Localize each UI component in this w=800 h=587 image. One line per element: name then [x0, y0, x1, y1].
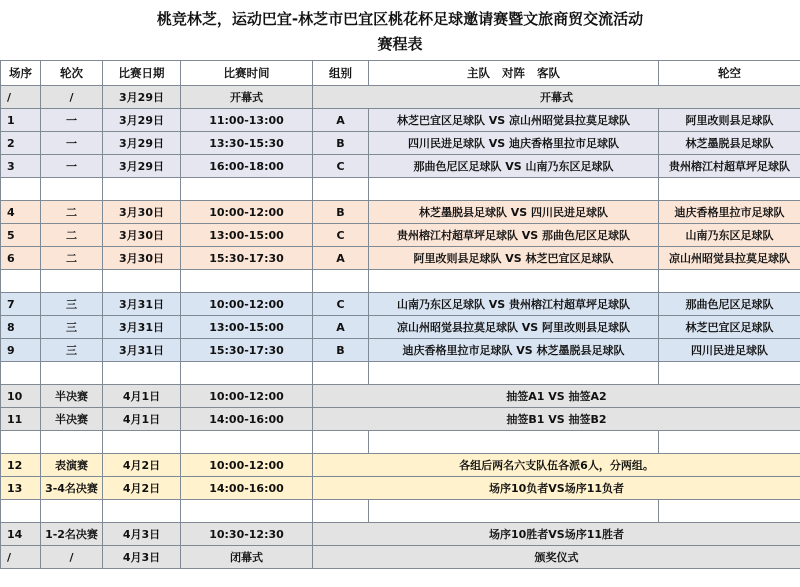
cell-match: 颁奖仪式 [313, 546, 800, 569]
cell-seq: 10 [1, 385, 41, 408]
cell-time: 11:00-13:00 [181, 109, 313, 132]
cell-match: 各组后两名六支队伍各派6人，分两组。 [313, 454, 800, 477]
cell-match: 迪庆香格里拉市足球队 VS 林芝墨脱县足球队 [369, 339, 659, 362]
table-row [1, 86, 800, 109]
cell-bye: 四川民进足球队 [659, 339, 800, 362]
cell-seq: / [1, 86, 41, 109]
empty-cell [313, 178, 369, 201]
empty-cell [659, 270, 800, 293]
cell-time: 10:00-12:00 [181, 454, 313, 477]
cell-time: 15:30-17:30 [181, 247, 313, 270]
cell-time: 14:00-16:00 [181, 408, 313, 431]
empty-cell [103, 362, 181, 385]
cell-round: 三 [41, 339, 103, 362]
table-row [1, 477, 800, 500]
table-row [1, 546, 800, 569]
cell-time: 10:00-12:00 [181, 293, 313, 316]
table-row [1, 385, 800, 408]
cell-seq: 4 [1, 201, 41, 224]
cell-round: 一 [41, 155, 103, 178]
cell-seq: 2 [1, 132, 41, 155]
cell-date: 3月29日 [103, 155, 181, 178]
empty-cell [103, 178, 181, 201]
cell-seq: 12 [1, 454, 41, 477]
empty-cell [369, 431, 659, 454]
cell-time: 14:00-16:00 [181, 477, 313, 500]
cell-match: 阿里改则县足球队 VS 林芝巴宜区足球队 [369, 247, 659, 270]
cell-seq: 11 [1, 408, 41, 431]
document-title [0, 0, 800, 60]
cell-time: 10:30-12:30 [181, 523, 313, 546]
cell-group: B [313, 339, 369, 362]
empty-cell [369, 362, 659, 385]
cell-round: 一 [41, 132, 103, 155]
spacer-row [1, 362, 800, 385]
cell-seq: 1 [1, 109, 41, 132]
cell-seq: 7 [1, 293, 41, 316]
table-row [1, 224, 800, 247]
cell-date: 4月1日 [103, 385, 181, 408]
cell-seq: 3 [1, 155, 41, 178]
empty-cell [1, 178, 41, 201]
cell-round: 三 [41, 316, 103, 339]
cell-round: 半决赛 [41, 408, 103, 431]
table-row [1, 201, 800, 224]
schedule-body [1, 86, 800, 569]
header-row [1, 61, 800, 86]
cell-group: A [313, 109, 369, 132]
cell-date: 4月3日 [103, 523, 181, 546]
cell-date: 3月30日 [103, 247, 181, 270]
cell-round: 三 [41, 293, 103, 316]
table-row [1, 454, 800, 477]
empty-cell [103, 270, 181, 293]
cell-match: 贵州榕江村超草坪足球队 VS 那曲色尼区足球队 [369, 224, 659, 247]
empty-cell [103, 431, 181, 454]
cell-round: / [41, 86, 103, 109]
empty-cell [41, 431, 103, 454]
empty-cell [1, 431, 41, 454]
cell-bye: 林芝巴宜区足球队 [659, 316, 800, 339]
cell-group: A [313, 247, 369, 270]
table-row [1, 247, 800, 270]
table-row [1, 132, 800, 155]
cell-group: C [313, 293, 369, 316]
header-seq: 场序 [1, 61, 41, 86]
empty-cell [313, 431, 369, 454]
cell-match: 那曲色尼区足球队 VS 山南乃东区足球队 [369, 155, 659, 178]
cell-date: 3月30日 [103, 224, 181, 247]
cell-time: 13:30-15:30 [181, 132, 313, 155]
cell-date: 3月29日 [103, 132, 181, 155]
cell-match: 山南乃东区足球队 VS 贵州榕江村超草坪足球队 [369, 293, 659, 316]
cell-seq: 5 [1, 224, 41, 247]
header-time: 比赛时间 [181, 61, 313, 86]
cell-group: B [313, 132, 369, 155]
cell-time: 16:00-18:00 [181, 155, 313, 178]
cell-match: 林芝巴宜区足球队 VS 凉山州昭觉县拉莫足球队 [369, 109, 659, 132]
header-round: 轮次 [41, 61, 103, 86]
spacer-row [1, 178, 800, 201]
empty-cell [41, 362, 103, 385]
empty-cell [369, 178, 659, 201]
cell-group: B [313, 201, 369, 224]
empty-cell [41, 270, 103, 293]
empty-cell [313, 500, 369, 523]
empty-cell [181, 362, 313, 385]
cell-group: C [313, 155, 369, 178]
cell-round: 表演赛 [41, 454, 103, 477]
cell-time: 15:30-17:30 [181, 339, 313, 362]
cell-time: 13:00-15:00 [181, 224, 313, 247]
cell-seq: 9 [1, 339, 41, 362]
cell-round: 3-4名决赛 [41, 477, 103, 500]
empty-cell [41, 178, 103, 201]
empty-cell [313, 362, 369, 385]
cell-bye: 林芝墨脱县足球队 [659, 132, 800, 155]
cell-date: 3月31日 [103, 316, 181, 339]
table-row [1, 155, 800, 178]
table-row [1, 293, 800, 316]
table-row [1, 316, 800, 339]
header-match: 主队 对阵 客队 [369, 61, 659, 86]
cell-seq: 8 [1, 316, 41, 339]
cell-time: 闭幕式 [181, 546, 313, 569]
table-row [1, 408, 800, 431]
empty-cell [181, 431, 313, 454]
cell-date: 4月1日 [103, 408, 181, 431]
cell-time: 开幕式 [181, 86, 313, 109]
empty-cell [103, 500, 181, 523]
cell-date: 3月29日 [103, 109, 181, 132]
cell-bye: 阿里改则县足球队 [659, 109, 800, 132]
cell-date: 4月2日 [103, 454, 181, 477]
spacer-row [1, 270, 800, 293]
empty-cell [659, 362, 800, 385]
cell-match: 凉山州昭觉县拉莫足球队 VS 阿里改则县足球队 [369, 316, 659, 339]
cell-bye: 凉山州昭觉县拉莫足球队 [659, 247, 800, 270]
cell-seq: 13 [1, 477, 41, 500]
cell-date: 4月2日 [103, 477, 181, 500]
cell-bye: 贵州榕江村超草坪足球队 [659, 155, 800, 178]
cell-match: 抽签B1 VS 抽签B2 [313, 408, 800, 431]
empty-cell [659, 500, 800, 523]
header-date: 比赛日期 [103, 61, 181, 86]
cell-seq: 14 [1, 523, 41, 546]
empty-cell [1, 270, 41, 293]
cell-bye: 山南乃东区足球队 [659, 224, 800, 247]
table-row [1, 523, 800, 546]
cell-date: 3月30日 [103, 201, 181, 224]
empty-cell [313, 270, 369, 293]
cell-round: 半决赛 [41, 385, 103, 408]
cell-round: 二 [41, 224, 103, 247]
empty-cell [369, 500, 659, 523]
title-line-2: 赛程表 [377, 35, 423, 53]
cell-time: 10:00-12:00 [181, 201, 313, 224]
cell-seq: 6 [1, 247, 41, 270]
cell-time: 10:00-12:00 [181, 385, 313, 408]
cell-bye: 那曲色尼区足球队 [659, 293, 800, 316]
cell-round: / [41, 546, 103, 569]
header-bye: 轮空 [659, 61, 800, 86]
cell-date: 4月3日 [103, 546, 181, 569]
cell-round: 二 [41, 247, 103, 270]
cell-time: 13:00-15:00 [181, 316, 313, 339]
cell-date: 3月29日 [103, 86, 181, 109]
empty-cell [1, 362, 41, 385]
spacer-row [1, 431, 800, 454]
cell-match: 场序10胜者VS场序11胜者 [313, 523, 800, 546]
empty-cell [181, 178, 313, 201]
schedule-table [0, 60, 800, 569]
cell-seq: / [1, 546, 41, 569]
cell-round: 二 [41, 201, 103, 224]
empty-cell [41, 500, 103, 523]
empty-cell [1, 500, 41, 523]
empty-cell [659, 431, 800, 454]
table-row [1, 339, 800, 362]
table-row [1, 109, 800, 132]
cell-match: 场序10负者VS场序11负者 [313, 477, 800, 500]
cell-round: 一 [41, 109, 103, 132]
empty-cell [369, 270, 659, 293]
cell-match: 林芝墨脱县足球队 VS 四川民进足球队 [369, 201, 659, 224]
empty-cell [659, 178, 800, 201]
cell-bye: 迪庆香格里拉市足球队 [659, 201, 800, 224]
cell-date: 3月31日 [103, 339, 181, 362]
empty-cell [181, 500, 313, 523]
cell-match: 四川民进足球队 VS 迪庆香格里拉市足球队 [369, 132, 659, 155]
cell-group: A [313, 316, 369, 339]
cell-match: 开幕式 [313, 86, 800, 109]
header-group: 组别 [313, 61, 369, 86]
empty-cell [181, 270, 313, 293]
title-line-1: 桃竞林芝，运动巴宜-林芝市巴宜区桃花杯足球邀请赛暨文旅商贸交流活动 [156, 10, 644, 28]
spacer-row [1, 500, 800, 523]
cell-match: 抽签A1 VS 抽签A2 [313, 385, 800, 408]
cell-date: 3月31日 [103, 293, 181, 316]
cell-group: C [313, 224, 369, 247]
cell-round: 1-2名决赛 [41, 523, 103, 546]
